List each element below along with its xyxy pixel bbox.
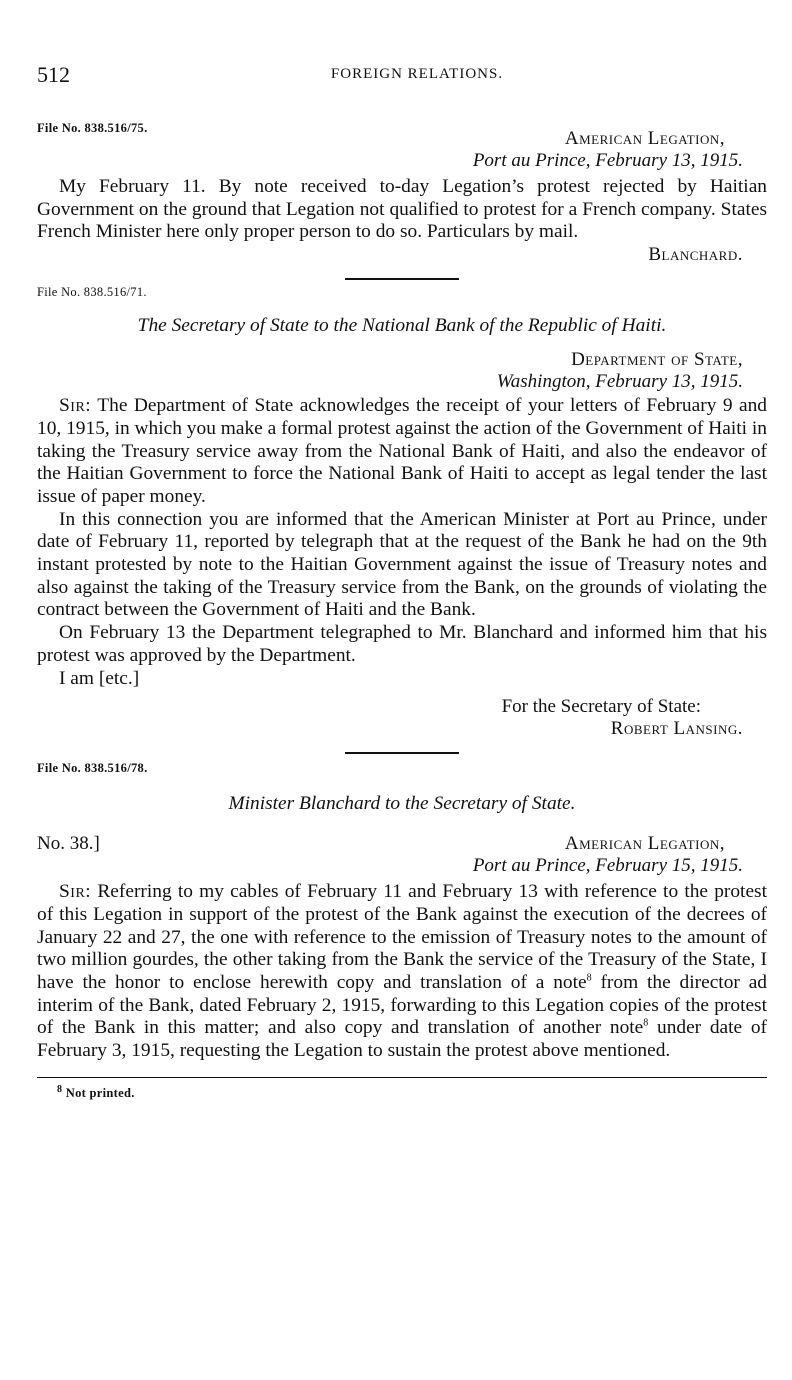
dispatch-number: No. 38.] [37,833,100,855]
letter-paragraph [37,881,767,1063]
salutation: Sir: [59,881,92,903]
closing: I am [etc.] [59,667,140,689]
page-number: 512 [37,62,70,87]
letter-paragraph: On February 13 the Department telegraphed to Mr. Blanchard and informed him that his protest was approved by the Department. [37,622,767,666]
footnote-marker: 8 [643,1018,649,1029]
document-title: The Secretary of State to the National Bank of the Republic of Haiti. [137,315,667,337]
place-date: Port au Prince, February 15, 1915. [472,855,743,877]
telegram-body: My February 11. By note received to-day Legation’s protest rejected by Haitian Government on the ground that Legation not qualified to protest for a French company. States French Minister here only proper person to do so. Particulars by mail. [37,176,767,243]
paragraph-text: Referring to my cables of February 11 and February 13 with reference to the protest of this Legation in support of the protest of the Bank against the execution of the decrees of January 22 and 27, the one with reference to the emission of Treasury notes to the amount of two million gourdes, the other taking from the Bank the service of the Treasury of the State, I have the honor to enclose herewith copy and translation of a note [37,881,767,994]
sender-heading: American Legation, [564,128,725,149]
file-number: File No. 838.516/75. [37,121,148,135]
sender-heading: Department of State, [571,349,743,371]
page-header [37,62,767,96]
place-date: Port au Prince, February 13, 1915. [472,150,743,171]
for-line: For the Secretary of State: [501,696,701,718]
place-date: Washington, February 13, 1915. [496,371,743,393]
dispatch-header [37,833,767,855]
footnote [57,1083,767,1101]
paragraph-text: from the director ad interim of the Bank, dated February 2, 1915, forwarding to this Legation copies of the protest of the Bank in this matter; and also copy and translation of another note [37,972,767,1039]
footnote-marker: 8 [586,972,592,984]
paragraph-text: The Department of State acknowledges the receipt of your letters of February 9 and 10, 1915, in which you make a formal protest against the action of the Government of Haiti in taking the Treasury service away from the National Bank of Haiti, and also the endeavor of the Haitian Government to force the National Bank of Haiti to accept as legal tender the last issue of paper money. [37,395,767,507]
signature: Blanchard. [648,244,743,266]
footnote-text: Not printed. [62,1085,135,1100]
letter-paragraph [37,395,767,509]
letter-paragraph: In this connection you are informed that the American Minister at Port au Prince, under date of February 11, reported by telegraph that at the request of the Bank he had on the 9th instant protested by note to the Haitian Government against the issue of Treasury notes and also against the taking of the Treasury service from the Bank, on the grounds of violating the contract between the Government of Haiti and the Bank. [37,508,767,621]
file-number: File No. 838.516/71. [37,285,147,300]
running-title: FOREIGN RELATIONS. [330,66,504,82]
section-divider [345,752,459,754]
footnote-marker: 8 [57,1083,63,1095]
salutation: Sir: [59,395,92,417]
section-divider [345,278,459,280]
sender-heading: American Legation, [564,833,725,855]
document-title: Minister Blanchard to the Secretary of State. [228,793,576,815]
signature: Robert Lansing. [610,718,743,740]
footnote-divider [37,1077,767,1078]
document-page [37,62,767,1101]
paragraph-text: under date of February 3, 1915, requesting the Legation to sustain the protest above mentioned. [37,1017,767,1062]
file-number: File No. 838.516/78. [37,761,148,776]
